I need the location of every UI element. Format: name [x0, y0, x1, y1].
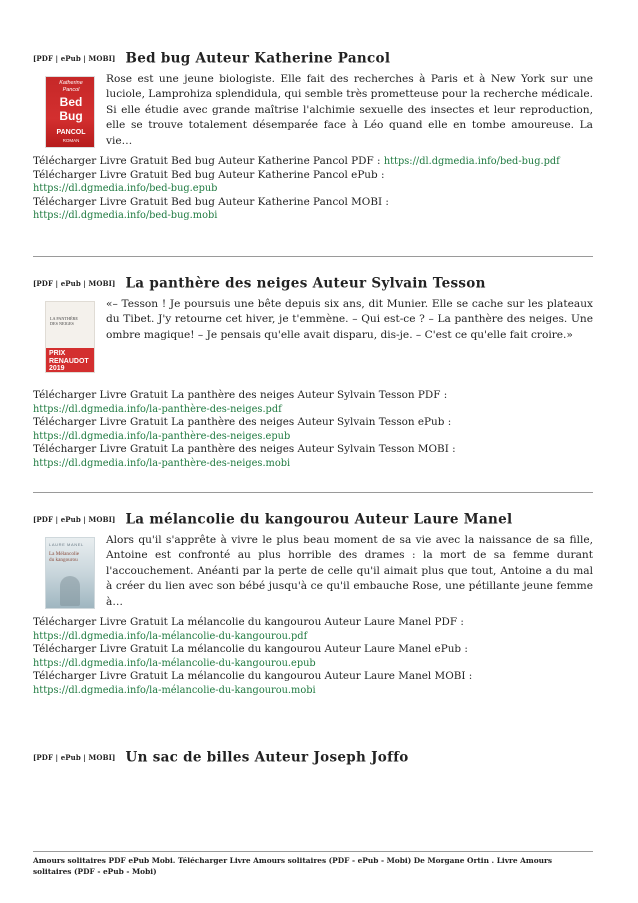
format-tag: [PDF | ePub | MOBI]: [33, 752, 116, 762]
download-line: [33, 196, 593, 223]
download-line: [33, 670, 593, 697]
book-cover-image[interactable]: [45, 537, 95, 609]
book-title[interactable]: Bed bug Auteur Katherine Pancol: [125, 50, 391, 67]
entry-body: [33, 533, 593, 610]
book-description: «– Tesson ! Je poursuis une bête depuis six ans, dit Munier. Elle se cache sur les plateaux du Tibet. J'y retourne cet hiver, je t'emmène. – Qui est-ce ? – La panthère des neiges. Une ombre magique! – Je pensais qu'elle avait disparu, dis-je. – C'est ce qu'elle fait croire.»: [106, 298, 593, 341]
cover-text: Katherine: [59, 80, 83, 86]
cover-text: Bed: [59, 95, 83, 109]
book-title[interactable]: La mélancolie du kangourou Auteur Laure Manel: [125, 511, 513, 528]
format-tag: [PDF | ePub | MOBI]: [33, 278, 116, 288]
download-link-epub[interactable]: https://dl.dgmedia.info/la-panthère-des-neiges.epub: [33, 430, 291, 442]
book-cover-image[interactable]: [45, 76, 95, 148]
download-link-epub[interactable]: https://dl.dgmedia.info/bed-bug.epub: [33, 183, 218, 195]
format-tag: [PDF | ePub | MOBI]: [33, 514, 116, 524]
download-line: [33, 643, 593, 670]
entry-heading: [33, 273, 593, 293]
book-entry-bed-bug: [33, 48, 593, 223]
download-label: Télécharger Livre Gratuit La panthère des neiges Auteur Sylvain Tesson PDF :: [33, 389, 448, 401]
cover-text: Bug: [59, 109, 83, 123]
entry-body: [33, 72, 593, 149]
cover-text: PANCOL: [56, 129, 86, 136]
download-line: [33, 616, 593, 643]
download-link-mobi[interactable]: https://dl.dgmedia.info/la-panthère-des-neiges.mobi: [33, 457, 291, 469]
download-label: Télécharger Livre Gratuit Bed bug Auteur Katherine Pancol ePub :: [33, 168, 385, 181]
cover-text: Pancol: [62, 87, 80, 93]
book-title[interactable]: La panthère des neiges Auteur Sylvain Tesson: [125, 275, 486, 292]
download-label: Télécharger Livre Gratuit La mélancolie du kangourou Auteur Laure Manel PDF :: [33, 616, 464, 629]
book-entry-la-panthere-des-neiges: [33, 273, 593, 471]
book-title[interactable]: Un sac de billes Auteur Joseph Joffo: [125, 749, 409, 766]
download-label: Télécharger Livre Gratuit Bed bug Auteur Katherine Pancol MOBI :: [33, 195, 389, 208]
download-label: Télécharger Livre Gratuit La panthère des neiges Auteur Sylvain Tesson MOBI :: [33, 443, 456, 456]
prize-band: [46, 348, 94, 372]
book-description: Rose est une jeune biologiste. Elle fait des recherches à Paris et à New York sur une luciole, Lamprohiza splendidula, qui semble très prometteuse pour la recherche médicale. Si elle étudie avec grande maîtrise l'alchimie sexuelle des insectes et leur reproduction, elle se trouve totalement désemparée face à Léo quand elle en tombe amoureuse. La vie…: [106, 73, 593, 147]
entry-heading: [33, 747, 593, 767]
cover-text: La Mélancolie: [49, 551, 80, 557]
book-entry-la-melancolie-du-kangourou: [33, 509, 593, 698]
book-cover-image[interactable]: [45, 301, 95, 373]
download-line: [33, 443, 593, 470]
download-line: [33, 416, 593, 443]
cover-text: du kangourou: [49, 557, 78, 563]
format-tag: [PDF | ePub | MOBI]: [33, 53, 116, 63]
download-link-epub[interactable]: https://dl.dgmedia.info/la-mélancolie-du-kangourou.epub: [33, 657, 316, 669]
entry-body: [33, 297, 593, 383]
download-label: Télécharger Livre Gratuit La mélancolie du kangourou Auteur Laure Manel ePub :: [33, 643, 468, 656]
download-line: [33, 155, 593, 169]
cover-figure-icon: [60, 576, 80, 606]
download-label: Télécharger Livre Gratuit La mélancolie du kangourou Auteur Laure Manel MOBI :: [33, 670, 473, 683]
download-link-pdf[interactable]: https://dl.dgmedia.info/la-panthère-des-neiges.pdf: [33, 403, 282, 415]
cover-text: 2019: [49, 365, 65, 372]
cover-text: LAURE MANEL: [49, 542, 84, 547]
entry-heading: [33, 48, 593, 68]
download-links: [33, 616, 593, 698]
cover-text: ROMAN: [62, 138, 80, 143]
download-link-mobi[interactable]: https://dl.dgmedia.info/bed-bug.mobi: [33, 210, 218, 222]
download-link-pdf[interactable]: https://dl.dgmedia.info/la-mélancolie-du-kangourou.pdf: [33, 630, 308, 642]
footer-divider: [33, 851, 593, 852]
download-link-mobi[interactable]: https://dl.dgmedia.info/la-mélancolie-du-kangourou.mobi: [33, 685, 316, 696]
download-line: [33, 389, 593, 416]
book-entry-un-sac-de-billes: [33, 747, 593, 767]
cover-text: RENAUDOT: [49, 357, 89, 365]
download-links: [33, 155, 593, 223]
download-link-pdf[interactable]: https://dl.dgmedia.info/bed-bug.pdf: [383, 156, 560, 168]
cover-text: LA PANTHÈRE: [50, 316, 78, 321]
download-label: Télécharger Livre Gratuit La panthère des neiges Auteur Sylvain Tesson ePub :: [33, 416, 452, 429]
download-line: [33, 169, 593, 196]
entry-heading: [33, 509, 593, 529]
entry-divider: [33, 492, 593, 493]
cover-text: DES NEIGES: [50, 321, 74, 326]
download-label: Télécharger Livre Gratuit Bed bug Auteur Katherine Pancol PDF :: [33, 155, 384, 168]
entry-divider: [33, 256, 593, 257]
book-description: Alors qu'il s'apprête à vivre le plus beau moment de sa vie avec la naissance de sa fille, Antoine est confronté au plus horrible des drames : la mort de sa femme durant l'accouchement. Anéanti par la perte de celle qu'il aimait plus que tout, Antoine a du mal à créer du lien avec son bébé jusqu'à ce qu'il embauche Rose, une pétillante jeune femme à…: [106, 534, 593, 608]
page-footer: Amours solitaires PDF ePub Mobi. Télécharger Livre Amours solitaires (PDF - ePub - Mobi) De Morgane Ortin . Livre Amours solitaires (PDF - ePub - Mobi): [33, 856, 553, 876]
cover-text: PRIX: [49, 350, 66, 357]
download-links: [33, 389, 593, 471]
